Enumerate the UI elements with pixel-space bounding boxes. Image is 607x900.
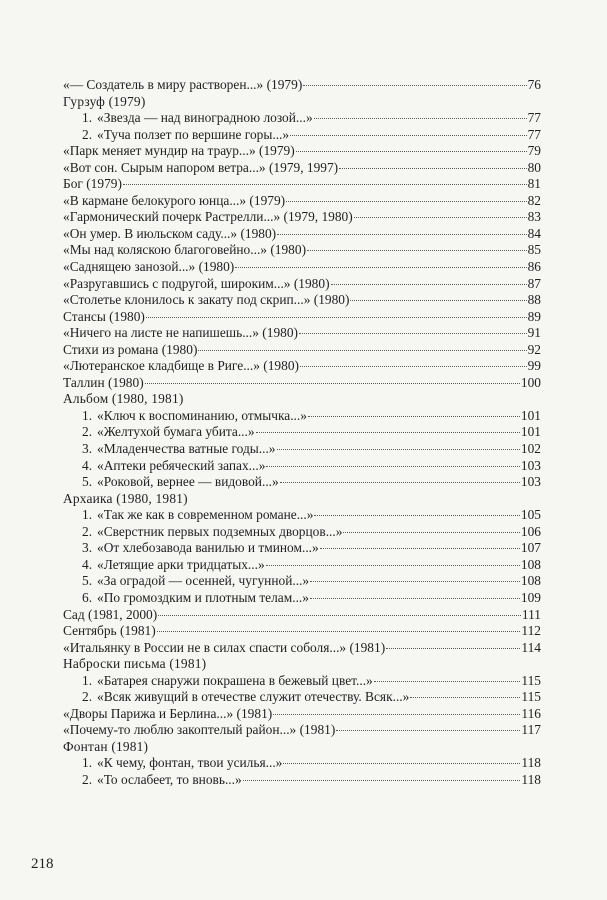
table-of-contents	[63, 77, 541, 789]
toc-entry-number: 1.	[82, 407, 93, 423]
toc-section-heading	[63, 391, 541, 408]
toc-subentry	[63, 755, 541, 772]
dot-leader	[277, 449, 520, 450]
toc-entry-title: Стансы (1980)	[63, 308, 145, 324]
dot-leader	[308, 416, 520, 417]
toc-entry-title: «Саднящею занозой...» (1980)	[63, 259, 235, 275]
toc-entry-page: 92	[527, 341, 541, 357]
toc-entry-title: «Ключ к воспоминанию, отмычка...»	[97, 407, 307, 423]
toc-entry-page: 108	[520, 556, 541, 572]
toc-entry-title: «То ослабеет, то вновь...»	[97, 771, 242, 787]
toc-entry-title: «Роковой, вернее — видовой...»	[97, 474, 279, 490]
toc-subentry	[63, 540, 541, 557]
toc-entry-page: 115	[521, 689, 541, 705]
toc-subentry	[63, 127, 541, 144]
dot-leader	[266, 466, 519, 467]
toc-entry-title: Гурзуф (1979)	[63, 93, 146, 109]
toc-entry	[63, 226, 541, 243]
toc-entry-number: 4.	[82, 556, 93, 572]
dot-leader	[307, 250, 527, 251]
toc-entry-page: 81	[527, 176, 541, 192]
toc-entry-title: «Аптеки ребяческий запах...»	[97, 457, 266, 473]
toc-entry	[63, 623, 541, 640]
toc-entry-title: «В кармане белокурого юнца...» (1979)	[63, 192, 286, 208]
toc-entry-title: Сад (1981, 2000)	[63, 606, 158, 622]
toc-entry-title: «Гармонический почерк Растрелли...» (1979, 1980)	[63, 209, 353, 225]
toc-subentry	[63, 507, 541, 524]
dot-leader	[343, 532, 519, 533]
toc-entry-page: 118	[521, 755, 541, 771]
toc-entry-page: 115	[521, 672, 541, 688]
toc-subentry	[63, 673, 541, 690]
dot-leader	[303, 85, 526, 86]
toc-entry-number: 5.	[82, 573, 93, 589]
toc-entry-page: 117	[521, 722, 541, 738]
toc-section-heading	[63, 94, 541, 111]
toc-entry-page: 77	[527, 110, 541, 126]
toc-entry-title: «Парк меняет мундир на траур...» (1979)	[63, 143, 295, 159]
toc-entry	[63, 143, 541, 160]
dot-leader	[243, 780, 521, 781]
toc-entry-number: 1.	[82, 110, 93, 126]
dot-leader	[300, 366, 527, 367]
toc-entry-page: 105	[520, 507, 541, 523]
toc-entry	[63, 276, 541, 293]
toc-entry	[63, 325, 541, 342]
toc-entry-title: «Дворы Парижа и Берлина...» (1981)	[63, 705, 273, 721]
toc-entry-page: 88	[527, 292, 541, 308]
toc-entry-number: 2.	[82, 126, 93, 142]
toc-entry-page: 112	[521, 623, 541, 639]
toc-entry	[63, 209, 541, 226]
toc-entry-page: 102	[520, 441, 541, 457]
toc-entry-number: 3.	[82, 540, 93, 556]
dot-leader	[283, 763, 520, 764]
toc-entry	[63, 342, 541, 359]
toc-entry-page: 116	[521, 705, 541, 721]
toc-entry-page: 107	[520, 540, 541, 556]
toc-entry-title: Стихи из романа (1980)	[63, 341, 198, 357]
dot-leader	[314, 515, 519, 516]
toc-entry	[63, 706, 541, 723]
toc-entry	[63, 259, 541, 276]
dot-leader	[310, 581, 520, 582]
dot-leader	[354, 217, 527, 218]
dot-leader	[290, 135, 527, 136]
dot-leader	[157, 631, 521, 632]
toc-entry-page: 87	[527, 275, 541, 291]
dot-leader	[146, 317, 527, 318]
toc-section-heading	[63, 739, 541, 756]
dot-leader	[310, 598, 520, 599]
toc-subentry	[63, 524, 541, 541]
toc-subentry	[63, 573, 541, 590]
toc-entry-page: 85	[527, 242, 541, 258]
toc-entry-title: Фонтан (1981)	[63, 738, 149, 754]
toc-entry-title: «От хлебозавода ванилью и тмином...»	[97, 540, 319, 556]
toc-entry	[63, 176, 541, 193]
toc-entry-title: «Лютеранское кладбище в Риге...» (1980)	[63, 358, 299, 374]
dot-leader	[145, 383, 520, 384]
toc-subentry	[63, 408, 541, 425]
dot-leader	[123, 184, 527, 185]
dot-leader	[350, 300, 526, 301]
toc-subentry	[63, 110, 541, 127]
dot-leader	[277, 234, 526, 235]
page-number: 218	[31, 856, 54, 872]
toc-entry-page: 114	[521, 639, 541, 655]
toc-entry-number: 2.	[82, 523, 93, 539]
toc-entry-page: 103	[520, 457, 541, 473]
dot-leader	[198, 350, 526, 351]
toc-entry	[63, 375, 541, 392]
dot-leader	[339, 168, 526, 169]
toc-entry-title: «Почему-то люблю закоптелый район...» (1981)	[63, 722, 336, 738]
dot-leader	[286, 201, 526, 202]
toc-subentry	[63, 689, 541, 706]
toc-entry-page: 77	[527, 126, 541, 142]
toc-entry-number: 5.	[82, 474, 93, 490]
toc-entry-title: «Желтухой бумага убита...»	[97, 424, 255, 440]
toc-entry-page: 89	[527, 308, 541, 324]
toc-entry-title: «К чему, фонтан, твои усилья...»	[97, 755, 283, 771]
toc-subentry	[63, 474, 541, 491]
toc-entry-title: «Туча ползет по вершине горы...»	[97, 126, 290, 142]
toc-entry-title: Архаика (1980, 1981)	[63, 490, 188, 506]
toc-entry	[63, 309, 541, 326]
dot-leader	[266, 565, 520, 566]
toc-entry-page: 79	[527, 143, 541, 159]
toc-entry-page: 82	[527, 192, 541, 208]
dot-leader	[336, 730, 520, 731]
toc-subentry	[63, 458, 541, 475]
toc-subentry	[63, 590, 541, 607]
toc-entry-page: 83	[527, 209, 541, 225]
toc-entry-title: «Так же как в современном романе...»	[97, 507, 314, 523]
dot-leader	[314, 118, 527, 119]
toc-entry-title: Таллин (1980)	[63, 374, 144, 390]
toc-entry-number: 1.	[82, 672, 93, 688]
toc-entry-number: 2.	[82, 771, 93, 787]
toc-entry-number: 2.	[82, 424, 93, 440]
toc-entry-page: 91	[527, 325, 541, 341]
dot-leader	[273, 714, 520, 715]
toc-entry-page: 84	[527, 225, 541, 241]
toc-entry-number: 1.	[82, 755, 93, 771]
toc-subentry	[63, 424, 541, 441]
toc-entry-title: «Вот сон. Сырым напором ветра...» (1979, 1997)	[63, 159, 339, 175]
toc-entry	[63, 607, 541, 624]
dot-leader	[386, 648, 520, 649]
toc-entry-title: «Звезда — над виноградною лозой...»	[97, 110, 313, 126]
dot-leader	[256, 432, 520, 433]
toc-entry	[63, 722, 541, 739]
toc-entry-title: Альбом (1980, 1981)	[63, 391, 184, 407]
toc-entry-number: 3.	[82, 441, 93, 457]
toc-entry-title: Наброски письма (1981)	[63, 656, 207, 672]
dot-leader	[235, 267, 526, 268]
dot-leader	[410, 697, 520, 698]
toc-entry-title: «За оградой — осенней, чугунной...»	[97, 573, 310, 589]
toc-entry-page: 99	[527, 358, 541, 374]
toc-entry-number: 2.	[82, 689, 93, 705]
toc-entry-page: 101	[520, 424, 541, 440]
toc-entry-title: «По громоздким и плотным телам...»	[97, 589, 309, 605]
toc-entry-page: 100	[520, 374, 541, 390]
toc-entry-title: «Итальянку в России не в силах спасти соболя...» (1981)	[63, 639, 386, 655]
dot-leader	[374, 681, 521, 682]
toc-entry-page: 118	[521, 771, 541, 787]
toc-entry	[63, 358, 541, 375]
toc-entry	[63, 242, 541, 259]
toc-entry-number: 6.	[82, 589, 93, 605]
toc-entry-title: «Младенчества ватные годы...»	[97, 441, 276, 457]
toc-entry-number: 1.	[82, 507, 93, 523]
toc-entry-title: «Разругавшись с подругой, широким...» (1980)	[63, 275, 330, 291]
toc-entry-title: «Сверстник первых подземных дворцов...»	[97, 523, 343, 539]
toc-entry-title: Сентябрь (1981)	[63, 623, 156, 639]
toc-entry-number: 4.	[82, 457, 93, 473]
toc-subentry	[63, 772, 541, 789]
toc-entry-title: «Столетье клонилось к закату под скрип...» (1980)	[63, 292, 350, 308]
dot-leader	[299, 333, 527, 334]
dot-leader	[320, 548, 520, 549]
toc-subentry	[63, 441, 541, 458]
toc-entry-title: Бог (1979)	[63, 176, 122, 192]
toc-entry-title: «Летящие арки тридцатых...»	[97, 556, 265, 572]
dot-leader	[296, 151, 527, 152]
toc-subentry	[63, 557, 541, 574]
toc-entry-title: «Ничего на листе не напишешь...» (1980)	[63, 325, 298, 341]
dot-leader	[158, 615, 521, 616]
toc-section-heading	[63, 656, 541, 673]
toc-entry-page: 106	[520, 523, 541, 539]
dot-leader	[280, 482, 520, 483]
toc-entry	[63, 193, 541, 210]
toc-entry	[63, 77, 541, 94]
dot-leader	[331, 284, 527, 285]
toc-entry-page: 111	[521, 606, 541, 622]
toc-entry	[63, 160, 541, 177]
toc-entry-page: 86	[527, 259, 541, 275]
toc-entry-title: «Мы над коляскою благоговейно...» (1980)	[63, 242, 307, 258]
toc-entry-page: 108	[520, 573, 541, 589]
toc-entry-page: 80	[527, 159, 541, 175]
toc-entry-title: «— Создатель в миру растворен...» (1979)	[63, 77, 303, 92]
toc-entry-page: 103	[520, 474, 541, 490]
toc-entry-title: «Всяк живущий в отечестве служит отечеству. Всяк...»	[97, 689, 410, 705]
toc-entry-title: «Батарея снаружи покрашена в бежевый цвет...»	[97, 672, 373, 688]
toc-entry	[63, 292, 541, 309]
toc-entry-page: 76	[527, 77, 541, 92]
toc-entry-title: «Он умер. В июльском саду...» (1980)	[63, 225, 277, 241]
toc-entry-page: 109	[520, 589, 541, 605]
toc-entry	[63, 640, 541, 657]
toc-section-heading	[63, 491, 541, 508]
toc-entry-page: 101	[520, 407, 541, 423]
